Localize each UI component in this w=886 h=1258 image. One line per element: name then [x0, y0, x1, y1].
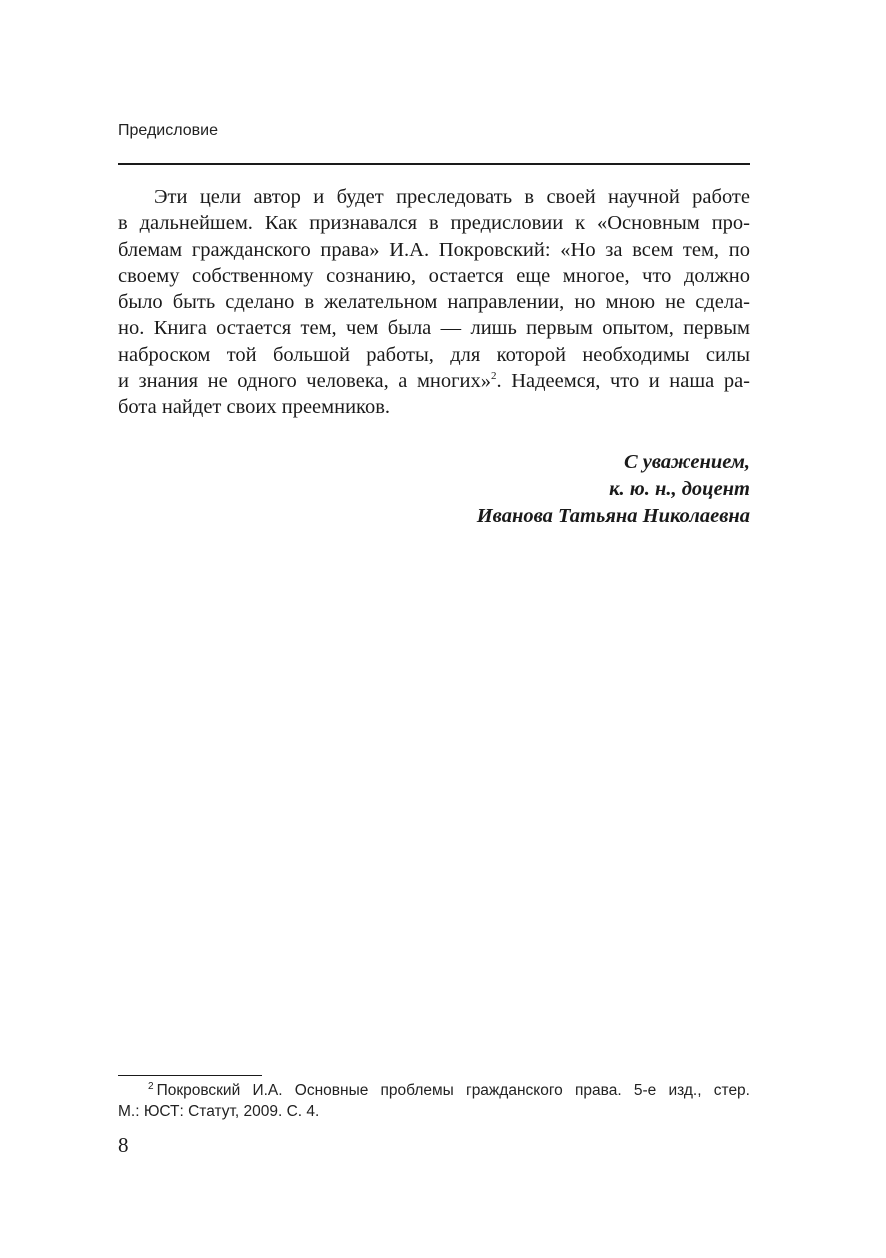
paragraph-line: своему собственному сознанию, остается еще многое, что должно: [118, 264, 750, 287]
footnote-text: Покровский И.А. Основные проблемы гражданского права. 5-е изд., стер.: [156, 1082, 750, 1099]
page-number: 8: [118, 1133, 129, 1157]
signature-degree: к. ю. н., доцент: [609, 478, 750, 500]
footnote-number: 2: [148, 1080, 154, 1092]
paragraph-line: в дальнейшем. Как признавался в предисловии к «Основным про-: [118, 212, 750, 235]
footnote-line: М.: ЮСТ: Статут, 2009. С. 4.: [118, 1103, 320, 1120]
paragraph-line: было быть сделано в желательном направлении, но мною не сдела-: [118, 291, 750, 314]
signature-author: Иванова Татьяна Николаевна: [476, 505, 750, 527]
paragraph-last-line: бота найдет своих преемников.: [118, 396, 391, 419]
paragraph-line: блемам гражданского права» И.А. Покровский: «Но за всем тем, по: [118, 238, 750, 261]
header-rule: [118, 163, 750, 165]
paragraph-line: Эти цели автор и будет преследовать в своей научной работе: [154, 186, 750, 208]
line-text-before-ref: и знания не одного человека, а многих»: [118, 370, 492, 393]
running-head: Предисловие: [118, 122, 218, 139]
paragraph-line: наброском той большой работы, для которой необходимы силы: [118, 343, 750, 366]
signature-block: [477, 449, 750, 530]
signature-greeting: С уважением,: [623, 451, 750, 473]
footnote-reference[interactable]: 2: [491, 370, 497, 383]
footnote-line: [118, 1080, 750, 1101]
footnote: [118, 1080, 750, 1122]
paragraph-line-with-footnote: [118, 368, 750, 394]
line-text-after-ref: . Надеемся, что и наша ра-: [496, 370, 750, 393]
paragraph-line: но. Книга остается тем, чем была — лишь первым опытом, первым: [118, 317, 750, 340]
footnote-rule: [118, 1075, 262, 1076]
main-paragraph: [118, 184, 750, 421]
